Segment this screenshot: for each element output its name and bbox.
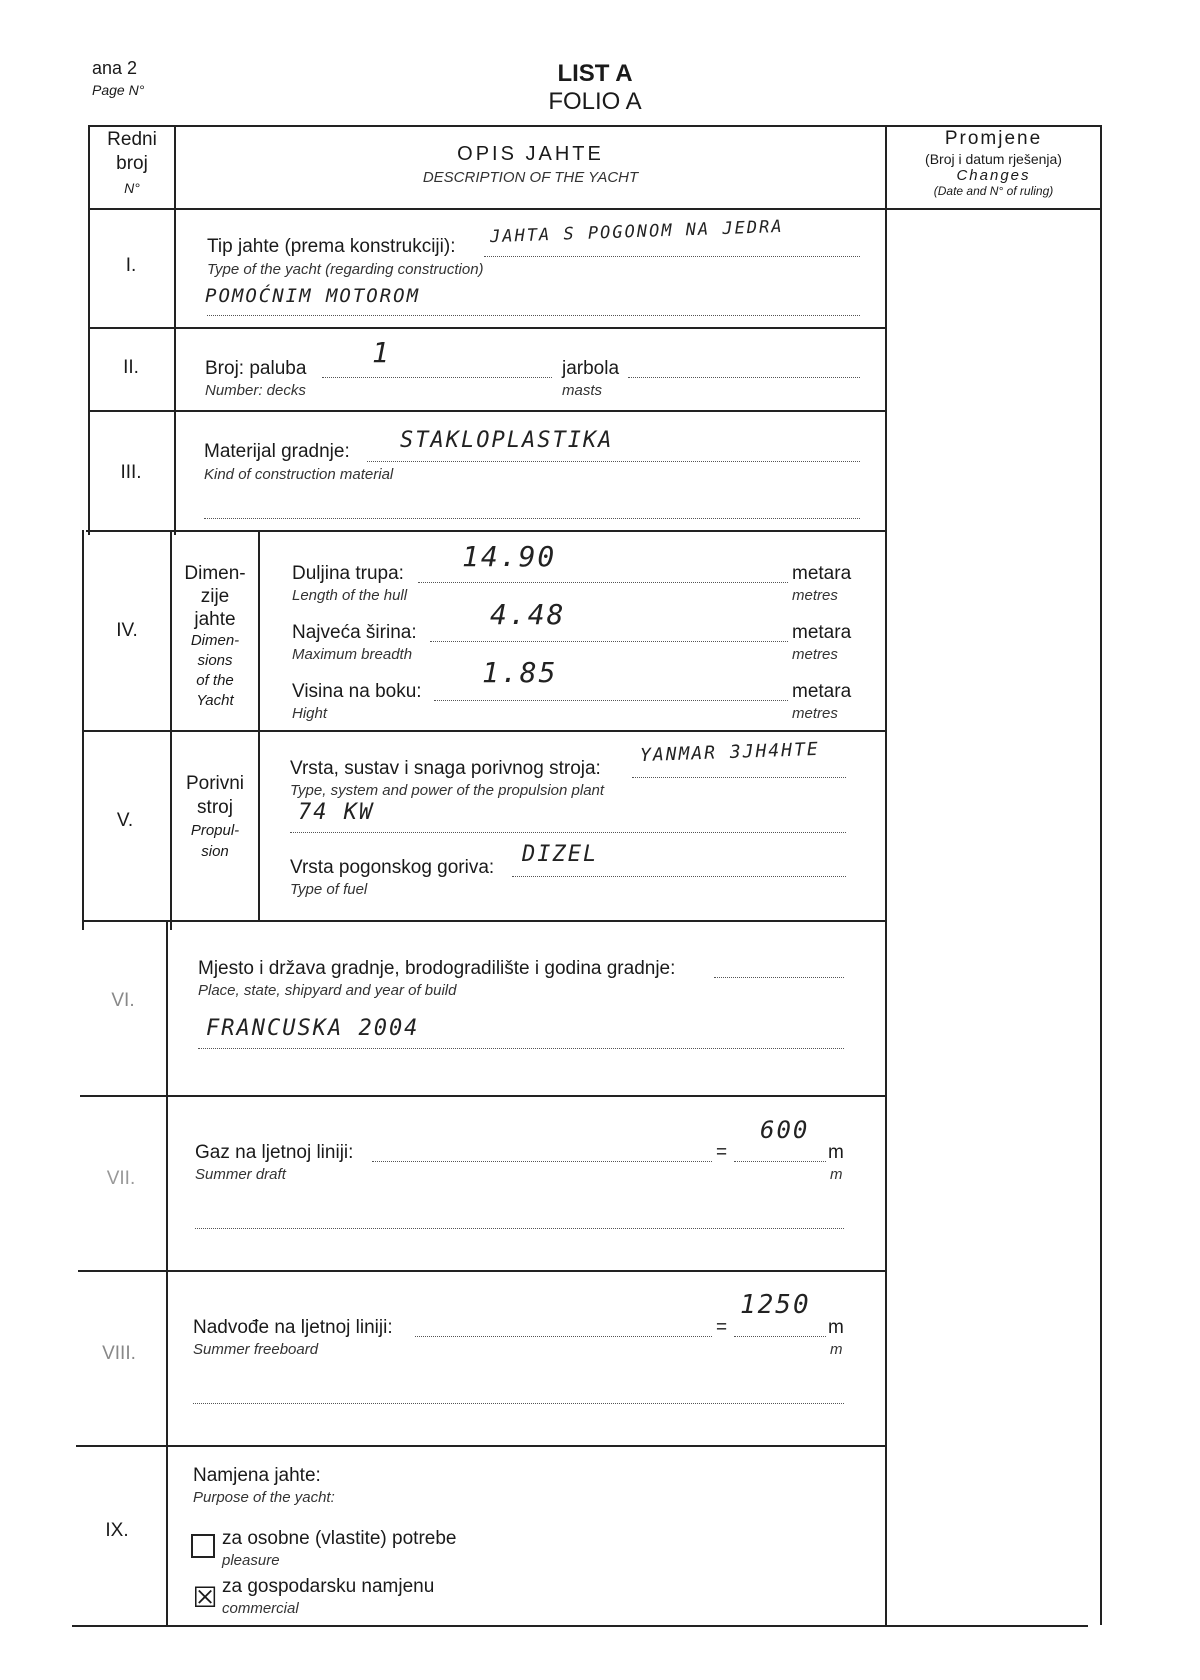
dimensions-side-label: Dimen- zije jahte Dimen- sions of the Yacht (184, 563, 246, 709)
dotted-line (434, 700, 788, 701)
row-divider (82, 920, 885, 922)
propulsion-side-label: Porivni stroj Propul- sion (185, 773, 245, 860)
commercial-option-label: za gospodarsku namjenu (222, 1576, 435, 1597)
pleasure-checkbox[interactable] (191, 1534, 215, 1558)
breadth-label-en: Maximum breadth (292, 646, 413, 663)
commercial-option-label-en: commercial (222, 1600, 299, 1617)
breadth-label: Najveća širina: (292, 622, 417, 643)
length-unit-en: metres (792, 587, 838, 604)
row-divider (88, 410, 885, 412)
page-label-en: Page N° (92, 82, 145, 98)
side-column-border (258, 530, 260, 920)
material-label-en: Kind of construction material (204, 466, 394, 483)
freeboard-unit-en: m (830, 1341, 843, 1358)
row-number: IV. (116, 620, 138, 641)
table-left-border-lower (82, 530, 84, 930)
row-divider (76, 1445, 885, 1447)
row-number: V. (116, 810, 134, 831)
decks-label: Broj: paluba (205, 358, 307, 379)
row-number: II. (123, 357, 139, 378)
draft-unit: m (828, 1142, 844, 1163)
length-label-en: Length of the hull (292, 587, 408, 604)
dotted-line (415, 1336, 712, 1337)
dotted-line (734, 1161, 826, 1162)
fuel-value: DIZEL (522, 842, 599, 867)
place-value: FRANCUSKA 2004 (206, 1016, 420, 1041)
length-value: 14.90 (462, 540, 557, 573)
freeboard-equals: = (716, 1317, 728, 1338)
dotted-line (734, 1336, 826, 1337)
height-label: Visina na boku: (292, 681, 422, 702)
height-unit: metara (792, 681, 852, 702)
material-label: Materijal gradnje: (204, 441, 350, 462)
engine-label-en: Type, system and power of the propulsion plant (290, 782, 605, 799)
dotted-line (484, 256, 860, 257)
draft-label-en: Summer draft (195, 1166, 286, 1183)
dotted-line (430, 641, 788, 642)
pleasure-option-label-en: pleasure (222, 1552, 280, 1569)
breadth-unit-en: metres (792, 646, 838, 663)
breadth-value: 4.48 (490, 598, 566, 631)
dotted-line (193, 1403, 844, 1404)
changes-column-border (885, 125, 887, 1625)
row-number: III. (120, 462, 142, 483)
engine-power-value: 74 KW (298, 800, 375, 825)
row-number: I. (125, 255, 137, 276)
yacht-type-value-2: POMOĆNIM MOTOROM (205, 285, 421, 307)
length-unit: metara (792, 563, 852, 584)
breadth-unit: metara (792, 622, 852, 643)
header-bottom-border (88, 208, 1100, 210)
row-divider (80, 1095, 885, 1097)
height-unit-en: metres (792, 705, 838, 722)
dotted-line (632, 777, 846, 778)
num-column-border-lower (166, 920, 168, 1625)
row-number: VI. (111, 990, 135, 1011)
promjene-header: Promjene (Broj i datum rješenja) Changes (Date and N° of ruling) (925, 128, 1062, 198)
purpose-label: Namjena jahte: (193, 1465, 321, 1486)
place-label-en: Place, state, shipyard and year of build (198, 982, 457, 999)
list-title: LIST A (557, 60, 633, 87)
dotted-line (290, 832, 846, 833)
dotted-line (195, 1228, 844, 1229)
dotted-line (372, 1161, 712, 1162)
freeboard-value: 1250 (740, 1290, 811, 1320)
row-number: IX. (105, 1520, 129, 1541)
draft-value: 600 (760, 1116, 810, 1144)
masts-label: jarbola (562, 358, 620, 379)
dotted-line (198, 1048, 844, 1049)
purpose-label-en: Purpose of the yacht: (193, 1489, 335, 1506)
freeboard-unit: m (828, 1317, 844, 1338)
material-value: STAKLOPLASTIKA (400, 428, 614, 453)
dotted-line (512, 876, 846, 877)
height-label-en: Hight (292, 705, 328, 722)
draft-equals: = (716, 1142, 728, 1163)
dotted-line (628, 377, 860, 378)
engine-label: Vrsta, sustav i snaga porivnog stroja: (290, 758, 601, 779)
table-right-border (1100, 125, 1102, 1625)
dotted-line (418, 582, 788, 583)
row-divider (86, 530, 885, 532)
dotted-line (207, 315, 860, 316)
freeboard-label: Nadvođe na ljetnoj liniji: (193, 1317, 393, 1338)
decks-value: 1 (372, 336, 391, 369)
yacht-type-label-en: Type of the yacht (regarding construction) (207, 261, 484, 278)
commercial-checkbox[interactable]: ☒ (192, 1582, 218, 1613)
num-column-border (174, 125, 176, 535)
row-divider (88, 327, 885, 329)
yacht-type-value: JAHTA S POGONOM NA JEDRA (489, 216, 784, 248)
row-divider (84, 730, 885, 732)
opis-header: OPIS JAHTE DESCRIPTION OF THE YACHT (422, 143, 639, 186)
dotted-line (204, 518, 860, 519)
page-label: ana 2 (92, 58, 138, 78)
dotted-line (714, 977, 844, 978)
freeboard-label-en: Summer freeboard (193, 1341, 319, 1358)
place-label: Mjesto i država gradnje, brodogradilište i godina gradnje: (198, 958, 676, 979)
decks-label-en: Number: decks (205, 382, 306, 399)
yacht-type-label: Tip jahte (prema konstrukciji): (207, 236, 456, 257)
fuel-label: Vrsta pogonskog goriva: (290, 857, 495, 878)
folio-title: FOLIO A (548, 88, 642, 115)
draft-unit-en: m (830, 1166, 843, 1183)
table-top-border (88, 125, 1100, 127)
row-divider (78, 1270, 885, 1272)
redni-header: Redni broj N° (107, 129, 157, 196)
engine-value: YANMAR 3JH4HTE (639, 738, 821, 767)
fuel-label-en: Type of fuel (290, 881, 368, 898)
dotted-line (322, 377, 552, 378)
row-number: VIII. (102, 1343, 136, 1364)
table-bottom-border (72, 1625, 1088, 1627)
dotted-line (367, 461, 860, 462)
pleasure-option-label: za osobne (vlastite) potrebe (222, 1528, 457, 1549)
row-number: VII. (106, 1168, 136, 1189)
length-label: Duljina trupa: (292, 563, 404, 584)
draft-label: Gaz na ljetnoj liniji: (195, 1142, 354, 1163)
height-value: 1.85 (482, 656, 558, 689)
masts-label-en: masts (562, 382, 603, 399)
